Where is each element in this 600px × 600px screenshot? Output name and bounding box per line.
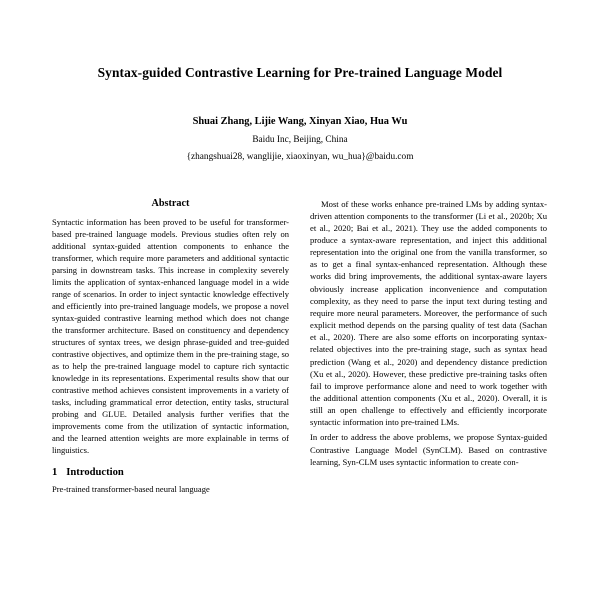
section-number: 1 [52,466,58,478]
abstract-heading: Abstract [151,197,190,209]
section-title: Introduction [66,466,124,478]
page-title: Syntax-guided Contrastive Learning for Pre-trained Language Model [97,65,503,80]
affiliation: Baidu Inc, Beijing, China [252,135,348,146]
introduction-partial-text: Pre-trained transformer-based neural language [52,483,210,494]
paragraph: In order to address the above problems, we propose Syntax-guided Contrastive Language Model (SynCLM). Based on contrastive learning, Syn-CLM uses syntactic information to create con- [310,432,547,467]
section-heading-introduction [52,467,289,478]
paragraph: Most of these works enhance pre-trained LMs by adding syntax-driven attention components to the transformer (Li et al., 2020b; Xu et al., 2020; Bai et al., 2021). They use the added components to produce a syntax-aware representation, and inject this additional representation into the original one from the vanilla transformer, so as to get a final syntax-enhanced representation. Although these works did bring improvements, the additional syntax-aware layers obviously increase application inconvenience and computation complexity, as they need to parse the input text during testing and require more neural parameters. Moreover, the performance of such explicit method depends on the parsing quality of test data (Sachan et al., 2020). There are also some efforts on incorporating syntax-related objectives into the pre-training stage, such as syntax head prediction (Wang et al., 2020) and dependency distance prediction (Xu et al., 2020). However, these predictive pre-training tasks often fail to improve performance alone and need to work together with the additional attention components (Xu et al., 2020). Overall, it is still an open challenge to effectively and efficiently incorporate syntactic information into pre-trained LMs. [310,198,547,428]
two-column-body [52,198,548,495]
abstract-text: Syntactic information has been proved to be useful for transformer-based pre-trained language models. Previous studies often rely on additional syntax-guided attention components to enhance the transformer, which require more parameters and additional syntactic parsing in downstream tasks. This increase in complexity severely limits the application of syntax-enhanced language model in a wide range of scenarios. In order to inject syntactic knowledge effectively and efficiently into pre-trained language models, we propose a novel syntax-guided contrastive learning method which does not change the transformer architecture. Based on constituency and dependency structures of syntax trees, we design phrase-guided and tree-guided contrastive objectives, and optimize them in the pre-training stage, so as to help the pre-trained language model to capture rich syntactic knowledge in its representations. Experimental results show that our contrastive method achieves consistent improvements in a variety of tasks, including grammatical error detection, entity tasks, structural probing and GLUE. Detailed analysis further verifies that the improvements come from the utilization of syntactic information, and the learned attention weights are more explainable in terms of linguistics. [52,216,289,455]
right-column [310,198,547,495]
author-list: Shuai Zhang, Lijie Wang, Xinyan Xiao, Hua Wu [192,116,408,128]
author-emails: {zhangshuai28, wanglijie, xiaoxinyan, wu_hua}@baidu.com [186,152,414,163]
left-column [52,198,289,495]
